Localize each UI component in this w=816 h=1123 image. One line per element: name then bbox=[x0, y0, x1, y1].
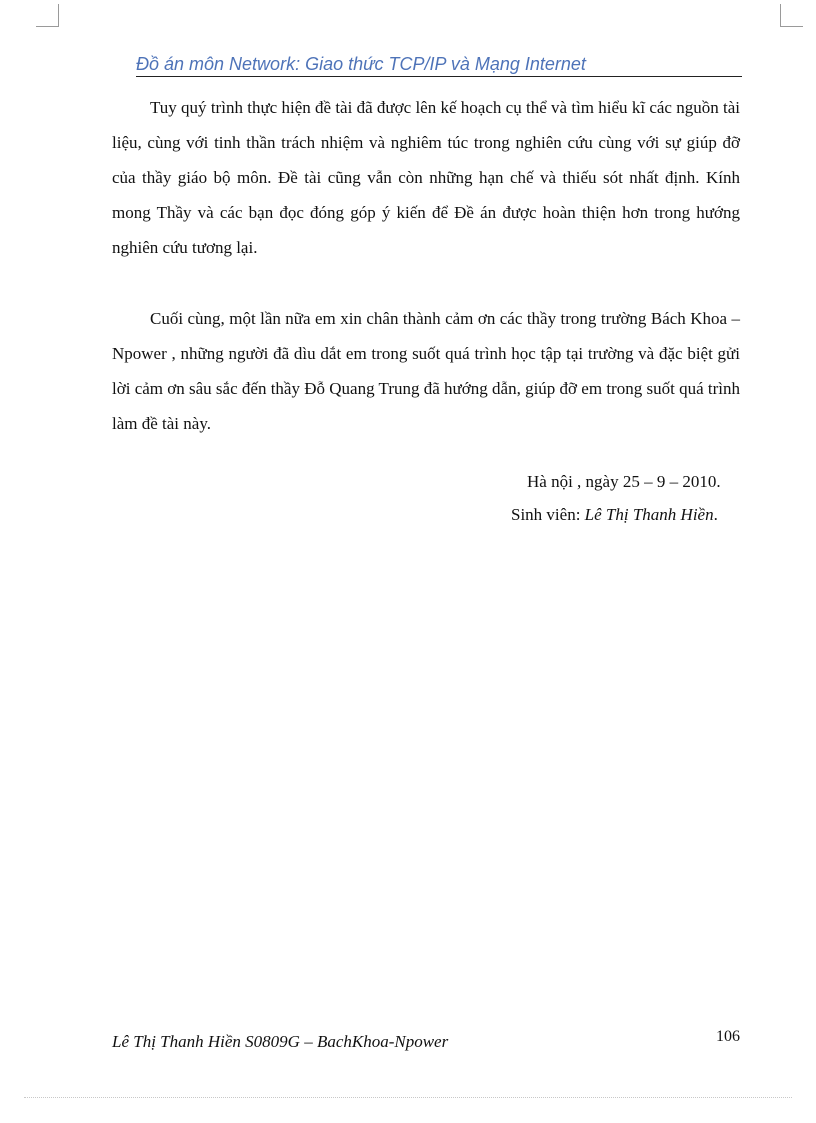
student-label: Sinh viên: bbox=[511, 505, 581, 524]
footer-author: Lê Thị Thanh Hiền S0809G – BachKhoa-Npower bbox=[112, 1032, 449, 1051]
paragraph-limitations: Tuy quý trình thực hiện đề tài đã được lên kế hoạch cụ thể và tìm hiểu kĩ các nguồn tài liệu, cùng với tinh thần trách nhiệm và nghiêm túc trong nghiên cứu cùng với sự giúp đỡ của thầy giáo bộ môn. Đề tài cũng vẫn còn những hạn chế và thiếu sót nhất định. Kính mong Thầy và các bạn đọc đóng góp ý kiến để Đề án được hoàn thiện hơn trong hướng nghiên cứu tương lại. bbox=[112, 98, 740, 257]
student-name: Lê Thị Thanh Hiền bbox=[584, 505, 714, 524]
body-text bbox=[112, 90, 740, 441]
student-name-period: . bbox=[713, 505, 718, 524]
signature-student bbox=[470, 498, 750, 531]
signature-date: Hà nội , ngày 25 – 9 – 2010. bbox=[527, 472, 721, 491]
crop-mark-top-left bbox=[36, 4, 59, 27]
page-number: 106 bbox=[716, 1028, 740, 1045]
header-title: Đồ án môn Network: Giao thức TCP/IP và Mạng Internet bbox=[136, 54, 586, 74]
crop-mark-top-right bbox=[780, 4, 803, 27]
bottom-dotted-divider bbox=[24, 1097, 792, 1098]
running-header bbox=[136, 52, 742, 77]
signature-block bbox=[470, 465, 750, 531]
page-footer bbox=[112, 1026, 740, 1056]
paragraph-acknowledgement: Cuối cùng, một lần nữa em xin chân thành cảm ơn các thầy trong trường Bách Khoa – Npower , những người đã dìu dắt em trong suốt quá trình học tập tại trường và đặc biệt gửi lời cảm ơn sâu sắc đến thầy Đỗ Quang Trung đã hướng dẫn, giúp đỡ em trong suốt quá trình làm đề tài này. bbox=[112, 309, 740, 433]
